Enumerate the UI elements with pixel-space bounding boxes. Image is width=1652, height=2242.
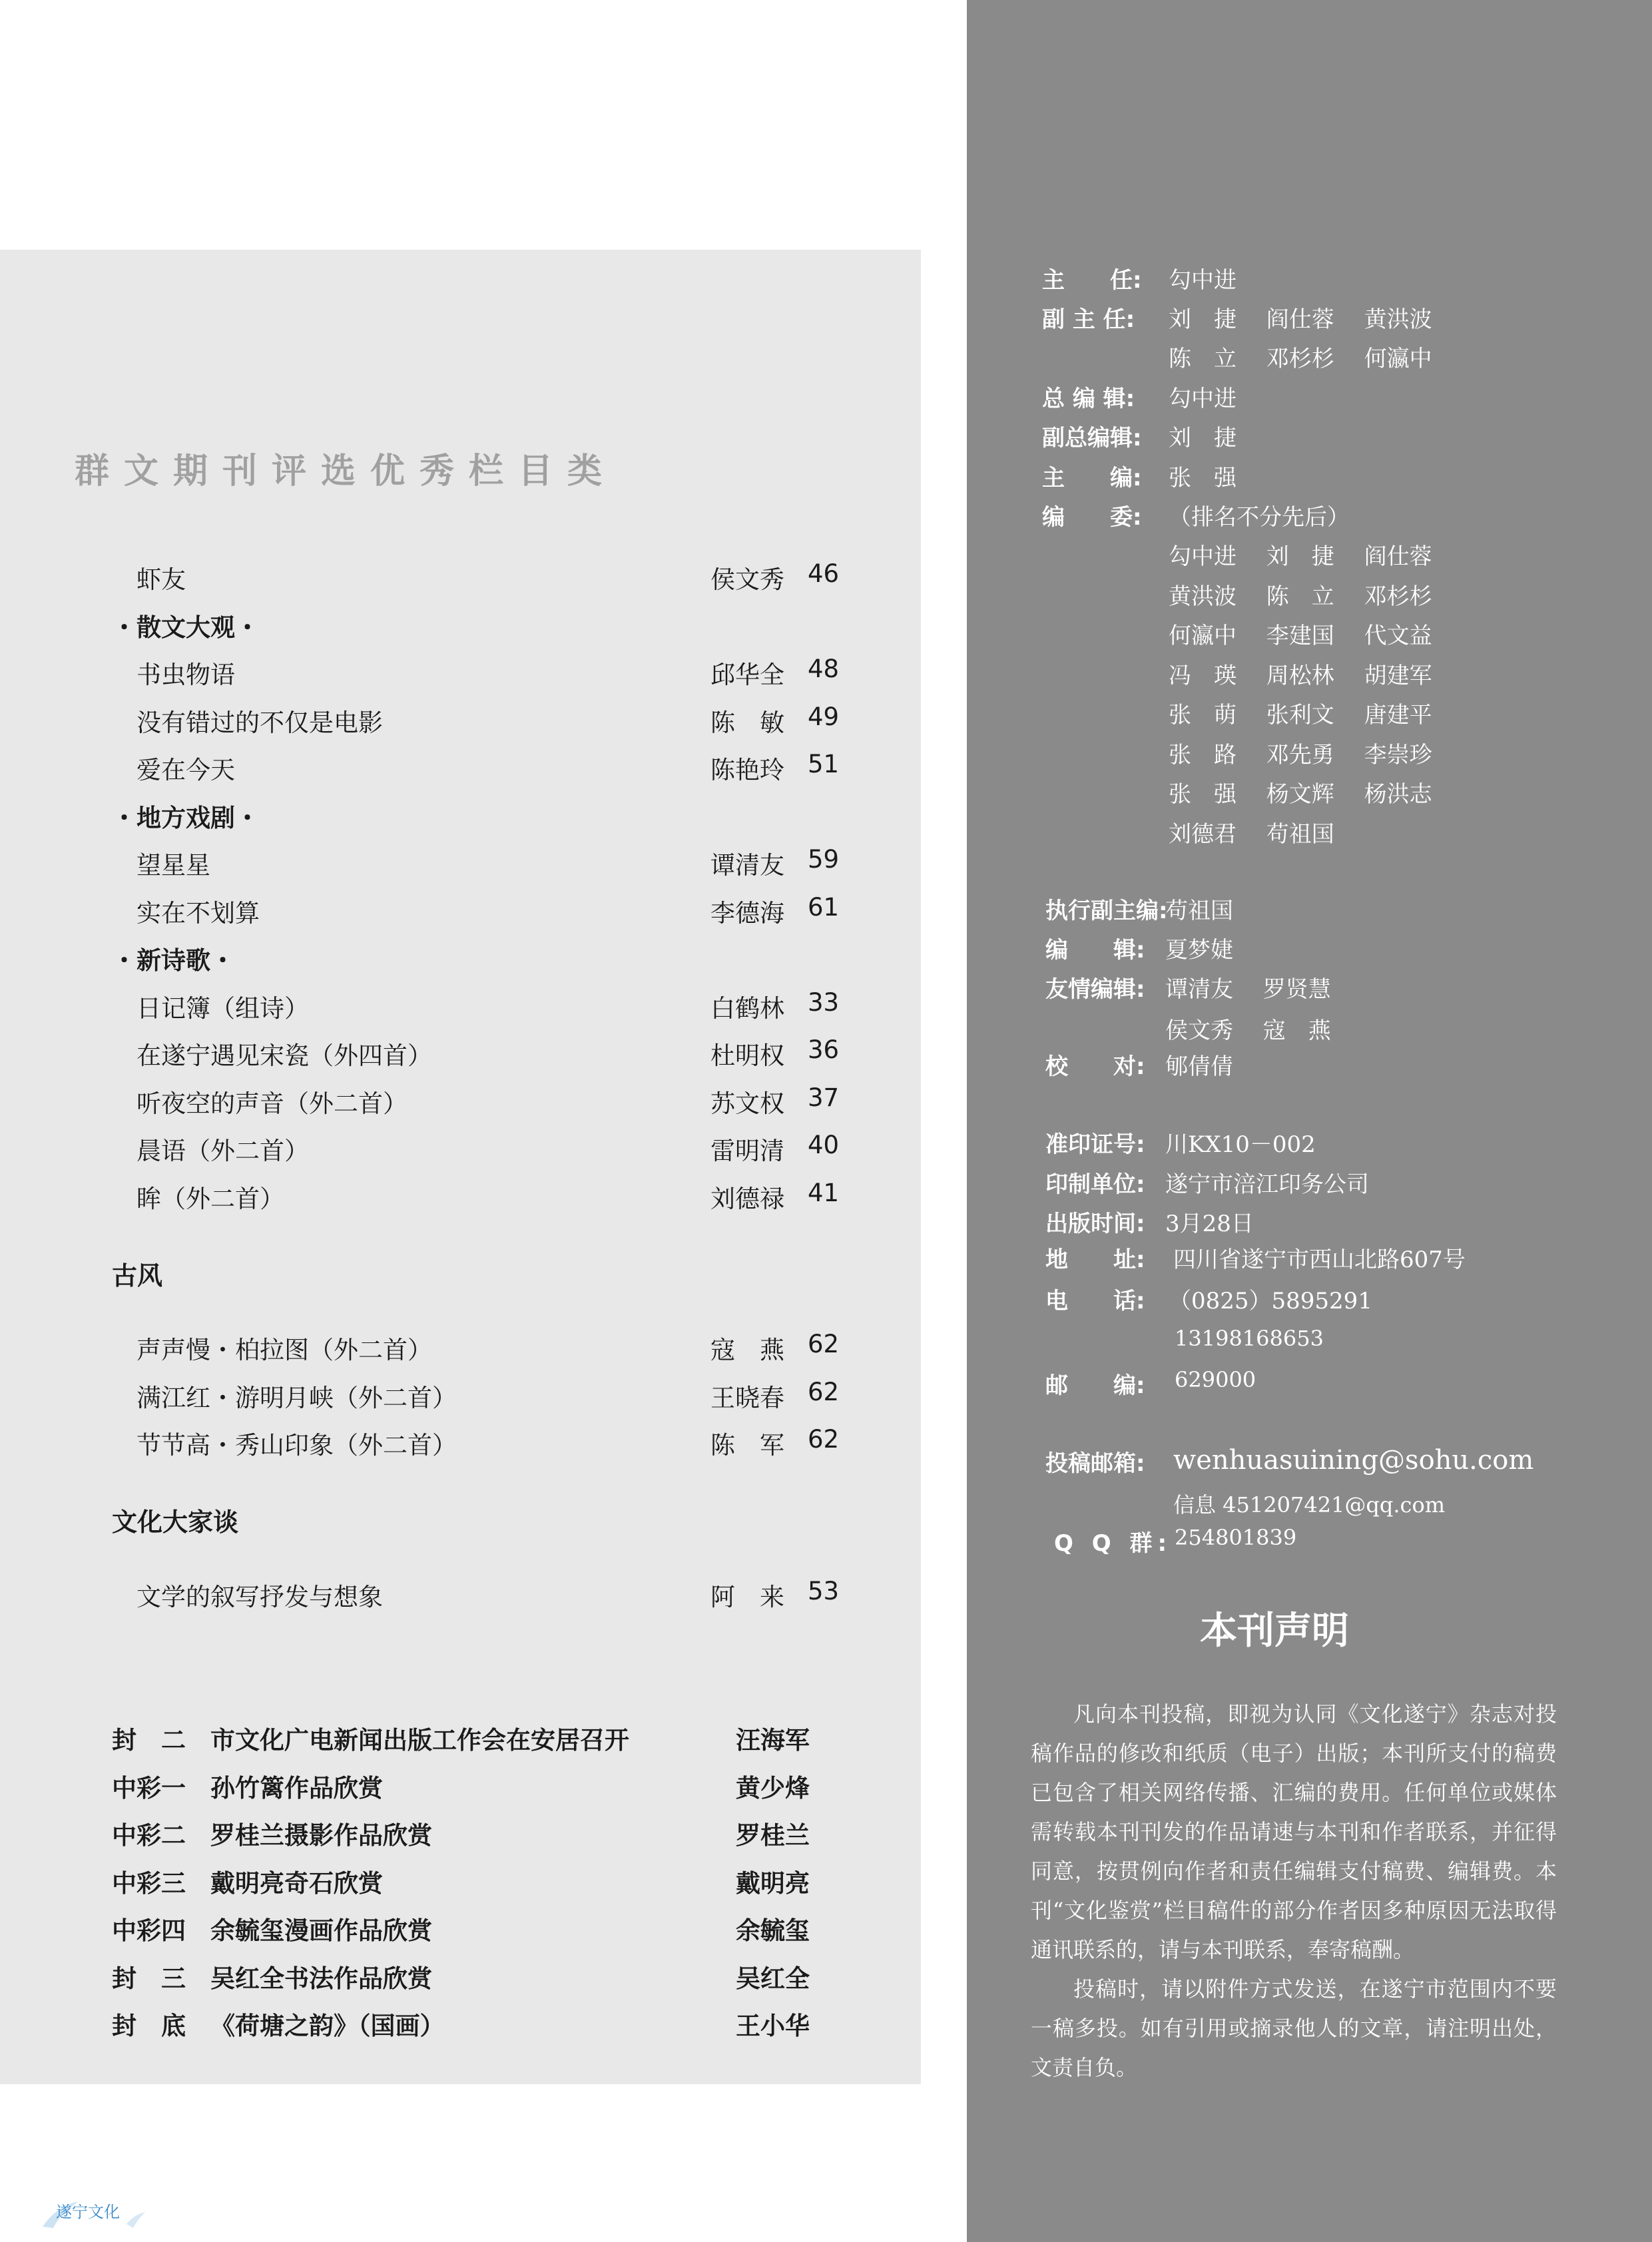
director-label: 主 任: xyxy=(1042,267,1142,294)
toc-entry-title: 听夜空的声音（外二首） xyxy=(137,1089,408,1118)
deputy-chief-label: 副总编辑: xyxy=(1042,425,1142,451)
toc-entry-page: 62 xyxy=(808,1425,840,1454)
toc-entry-author: 雷明清 xyxy=(710,1137,784,1165)
email-value-2: 信息 451207421@qq.com xyxy=(1173,1492,1446,1518)
toc-entry-title: 眸（外二首） xyxy=(137,1185,284,1213)
board-member-line: 勾中进 刘 捷 阎仕蓉 xyxy=(1169,543,1432,570)
toc-entry-author: 寇 燕 xyxy=(710,1336,784,1364)
toc-entry-author: 刘德禄 xyxy=(710,1185,784,1213)
toc-entry-title: 虾友 xyxy=(137,565,186,594)
toc-section-heading: ・新诗歌・ xyxy=(112,946,235,975)
toc-entry xyxy=(0,1330,866,1370)
toc-entry-title: 在遂宁遇见宋瓷（外四首） xyxy=(137,1041,432,1070)
exec-label: 执行副主编: xyxy=(1045,898,1168,924)
toc-entry-page: 51 xyxy=(808,750,840,778)
proof-value: 郇倩倩 xyxy=(1165,1053,1233,1080)
toc-entry-page: 48 xyxy=(808,655,840,683)
qq-label: Q Q 群: xyxy=(1054,1530,1173,1557)
toc-entry-author: 陈 敏 xyxy=(710,708,784,737)
cover-credit-position: 中彩一 xyxy=(112,1774,186,1803)
exec-value: 苟祖国 xyxy=(1165,898,1233,924)
deputy-value-1: 刘 捷 阎仕蓉 黄洪波 xyxy=(1169,306,1432,333)
logo-text: 遂宁文化 xyxy=(56,2203,120,2221)
toc-entry-author: 白鹤林 xyxy=(710,994,784,1023)
declaration-paragraph-1: 凡向本刊投稿，即视为认同《文化遂宁》杂志对投稿作品的修改和纸质（电子）出版；本刊所支付的稿费已包含了相关网络传播、汇编的费用。任何单位或媒体需转载本刊刊发的作品请速与本刊和作者联系，并征得同意，按贯例向作者和责任编辑支付稿费、编辑费。本刊“文化鉴赏”栏目稿件的部分作者因多种原因无法取得通讯联系的，请与本刊联系，奉寄稿酬。 xyxy=(1031,1701,1557,1962)
cover-credit-artist: 王小华 xyxy=(736,2012,810,2040)
toc-entry xyxy=(0,1378,866,1418)
proof-label: 校 对: xyxy=(1045,1053,1145,1080)
toc-entry-author: 杜明权 xyxy=(710,1041,784,1070)
qq-value: 254801839 xyxy=(1175,1525,1297,1550)
toc-section-heading: ・散文大观・ xyxy=(112,613,260,642)
board-member-line: 黄洪波 陈 立 邓杉杉 xyxy=(1169,583,1432,610)
award-banner: 群文期刊评选优秀栏目类 xyxy=(75,451,617,491)
cover-credit-position: 中彩三 xyxy=(112,1869,186,1898)
phone-label: 电 话: xyxy=(1045,1288,1145,1314)
toc-entry xyxy=(0,1035,866,1075)
toc-entry-page: 33 xyxy=(808,988,840,1017)
cover-credit-artist: 吴红全 xyxy=(736,1964,810,1993)
chief-editor-label: 总 编 辑: xyxy=(1042,386,1135,412)
toc-entry-title: 节节高・秀山印象（外二首） xyxy=(137,1431,457,1460)
cover-credit-position: 封 三 xyxy=(112,1964,186,1993)
toc-entry-title: 晨语（外二首） xyxy=(137,1137,309,1165)
toc-entry xyxy=(0,559,866,599)
toc-entry-author: 陈艳玲 xyxy=(710,756,784,784)
cover-credit-description: 《荷塘之韵》（国画） xyxy=(210,2012,445,2040)
toc-entry-author: 侯文秀 xyxy=(710,565,784,594)
toc-entry-title: 望星星 xyxy=(137,851,210,880)
deputy-value-2: 陈 立 邓杉杉 何瀛中 xyxy=(1169,346,1432,372)
toc-entry xyxy=(0,845,866,885)
friend-value-1: 谭清友 罗贤慧 xyxy=(1165,976,1331,1003)
cover-credit-position: 封 二 xyxy=(112,1726,186,1755)
toc-entry-author: 王晓春 xyxy=(710,1384,784,1412)
toc-entry xyxy=(0,1083,866,1123)
phone-value-2: 13198168653 xyxy=(1175,1326,1324,1351)
cover-credit-description: 罗桂兰摄影作品欣赏 xyxy=(210,1821,432,1850)
toc-entry-page: 62 xyxy=(808,1378,840,1406)
toc-entry xyxy=(0,1577,866,1617)
board-label: 编 委: xyxy=(1042,504,1142,531)
board-member-line: 张 萌 张利文 唐建平 xyxy=(1169,702,1432,728)
address-label: 地 址: xyxy=(1045,1247,1145,1273)
editing-value: 夏梦婕 xyxy=(1165,937,1233,964)
board-member-line: 刘德君 苟祖国 xyxy=(1169,821,1334,848)
toc-entry-author: 谭清友 xyxy=(710,851,784,880)
email-label: 投稿邮箱: xyxy=(1045,1450,1145,1477)
toc-entry-page: 49 xyxy=(808,702,840,731)
address-value: 四川省遂宁市西山北路607号 xyxy=(1173,1247,1466,1273)
toc-entry-title: 实在不划算 xyxy=(137,899,260,928)
toc-entry-page: 59 xyxy=(808,845,840,874)
toc-entry-title: 文学的叙写抒发与想象 xyxy=(137,1583,383,1611)
toc-entry-author: 陈 军 xyxy=(710,1431,784,1460)
email-value-1: wenhuasuining@sohu.com xyxy=(1173,1445,1534,1476)
cover-credit-artist: 戴明亮 xyxy=(736,1869,810,1898)
toc-entry-page: 62 xyxy=(808,1330,840,1358)
toc-entry xyxy=(0,702,866,742)
deputy-chief-value: 刘 捷 xyxy=(1169,425,1237,451)
toc-entry-page: 61 xyxy=(808,893,840,922)
editor-label: 主 编: xyxy=(1042,465,1142,491)
permit-value: 川KX10－002 xyxy=(1165,1131,1316,1158)
chief-editor-value: 勾中进 xyxy=(1169,386,1237,412)
board-member-line: 张 强 杨文辉 杨洪志 xyxy=(1169,781,1432,808)
toc-entry xyxy=(0,988,866,1028)
toc-entry-title: 满江红・游明月峡（外二首） xyxy=(137,1384,457,1412)
toc-entry xyxy=(0,1425,866,1465)
board-member-line: 何瀛中 李建国 代文益 xyxy=(1169,623,1432,649)
toc-entry-title: 爱在今天 xyxy=(137,756,235,784)
cover-credit-position: 中彩二 xyxy=(112,1821,186,1850)
board-member-line: 冯 瑛 周松林 胡建军 xyxy=(1169,663,1432,689)
date-value: 3月28日 xyxy=(1165,1211,1254,1237)
friend-value-2: 侯文秀 寇 燕 xyxy=(1165,1017,1331,1044)
toc-entry-title: 书虫物语 xyxy=(137,661,235,689)
cover-credit-artist: 罗桂兰 xyxy=(736,1821,810,1850)
toc-entry-title: 日记簿（组诗） xyxy=(137,994,309,1023)
toc-section-heading: ・地方戏剧・ xyxy=(112,804,260,832)
toc-entry-title: 没有错过的不仅是电影 xyxy=(137,708,383,737)
editing-label: 编 辑: xyxy=(1045,937,1145,964)
cover-credit-artist: 黄少烽 xyxy=(736,1774,810,1803)
postcode-value: 629000 xyxy=(1175,1367,1256,1392)
cover-credit-artist: 汪海军 xyxy=(736,1726,810,1755)
toc-entry-author: 李德海 xyxy=(710,899,784,928)
cover-credit-position: 中彩四 xyxy=(112,1916,186,1945)
deputy-label: 副 主 任: xyxy=(1042,306,1135,333)
section-heading-wenhua: 文化大家谈 xyxy=(112,1508,239,1537)
board-note: （排名不分先后） xyxy=(1169,504,1350,531)
toc-entry xyxy=(0,655,866,695)
section-heading-gufeng: 古风 xyxy=(112,1261,163,1290)
toc-entry-author: 苏文权 xyxy=(710,1089,784,1118)
toc-entry-page: 36 xyxy=(808,1035,840,1064)
cover-credit-description: 吴红全书法作品欣赏 xyxy=(210,1964,432,1993)
date-label: 出版时间: xyxy=(1045,1211,1145,1237)
phone-value-1: （0825）5895291 xyxy=(1169,1288,1372,1314)
permit-label: 准印证号: xyxy=(1045,1131,1145,1158)
toc-entry-title: 声声慢・柏拉图（外二首） xyxy=(137,1336,432,1364)
board-member-line: 张 路 邓先勇 李崇珍 xyxy=(1169,742,1432,768)
director-value: 勾中进 xyxy=(1169,267,1237,294)
toc-entry xyxy=(0,750,866,790)
cover-credit-description: 市文化广电新闻出版工作会在安居召开 xyxy=(210,1726,629,1755)
toc-entry-page: 53 xyxy=(808,1577,840,1605)
suining-culture-logo xyxy=(40,2197,146,2231)
declaration-title: 本刊声明 xyxy=(1200,1609,1349,1653)
postcode-label: 邮 编: xyxy=(1045,1372,1145,1399)
printer-label: 印制单位: xyxy=(1045,1171,1145,1198)
toc-entry-author: 阿 来 xyxy=(710,1583,784,1611)
toc-entry-page: 40 xyxy=(808,1131,840,1159)
cover-credit-position: 封 底 xyxy=(112,2012,186,2040)
friend-label: 友情编辑: xyxy=(1045,976,1145,1003)
cover-credit-artist: 余毓玺 xyxy=(736,1916,810,1945)
printer-value: 遂宁市涪江印务公司 xyxy=(1165,1171,1369,1198)
toc-entry-page: 37 xyxy=(808,1083,840,1112)
toc-entry xyxy=(0,1131,866,1171)
declaration-paragraph-2: 投稿时，请以附件方式发送，在遂宁市范围内不要一稿多投。如有引用或摘录他人的文章，请注明出处，文责自负。 xyxy=(1031,1976,1557,2080)
toc-entry-page: 46 xyxy=(808,559,840,588)
toc-entry xyxy=(0,893,866,933)
declaration-body xyxy=(1031,1695,1557,2088)
cover-credit-description: 戴明亮奇石欣赏 xyxy=(210,1869,383,1898)
editor-value: 张 强 xyxy=(1169,465,1237,491)
toc-entry-page: 41 xyxy=(808,1179,840,1207)
toc-entry xyxy=(0,1179,866,1219)
cover-credit-description: 余毓玺漫画作品欣赏 xyxy=(210,1916,432,1945)
cover-credit-description: 孙竹篱作品欣赏 xyxy=(210,1774,383,1803)
toc-entry-author: 邱华全 xyxy=(710,661,784,689)
